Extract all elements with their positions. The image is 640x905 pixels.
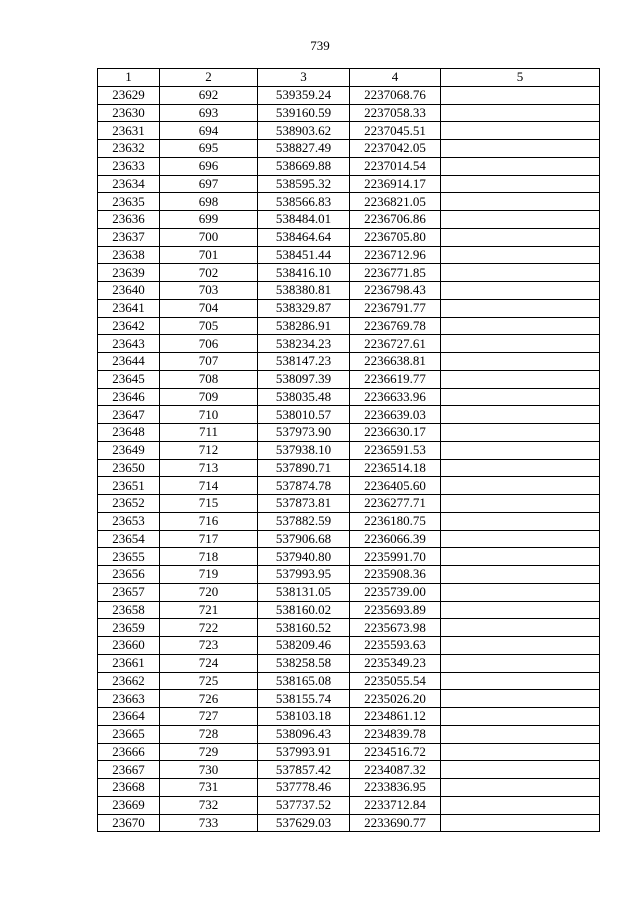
table-row — [98, 654, 600, 672]
table-cell-col-2: 711 — [160, 424, 258, 442]
table-cell-col-5 — [441, 530, 600, 548]
table-cell-col-3: 538669.88 — [258, 157, 350, 175]
table-cell-col-2: 730 — [160, 761, 258, 779]
table-row — [98, 548, 600, 566]
table-cell-col-1: 23634 — [98, 175, 160, 193]
table-cell-col-3: 537906.68 — [258, 530, 350, 548]
table-cell-col-1: 23661 — [98, 654, 160, 672]
table-cell-col-4: 2236277.71 — [350, 495, 441, 513]
table-cell-col-2: 697 — [160, 175, 258, 193]
table-cell-col-5 — [441, 122, 600, 140]
table-cell-col-1: 23641 — [98, 299, 160, 317]
table-cell-col-1: 23663 — [98, 690, 160, 708]
table-row — [98, 282, 600, 300]
table-cell-col-2: 701 — [160, 246, 258, 264]
table-cell-col-3: 538131.05 — [258, 583, 350, 601]
table-cell-col-1: 23635 — [98, 193, 160, 211]
table-row — [98, 424, 600, 442]
table-cell-col-5 — [441, 601, 600, 619]
table-cell-col-1: 23650 — [98, 459, 160, 477]
table-cell-col-4: 2236727.61 — [350, 335, 441, 353]
table-cell-col-2: 731 — [160, 779, 258, 797]
table-cell-col-3: 537778.46 — [258, 779, 350, 797]
table-cell-col-4: 2236619.77 — [350, 370, 441, 388]
table-cell-col-2: 724 — [160, 654, 258, 672]
table-cell-col-5 — [441, 637, 600, 655]
table-cell-col-2: 702 — [160, 264, 258, 282]
table-cell-col-4: 2237042.05 — [350, 140, 441, 158]
table-cell-col-1: 23654 — [98, 530, 160, 548]
table-cell-col-2: 733 — [160, 814, 258, 832]
table-cell-col-5 — [441, 317, 600, 335]
table-cell-col-4: 2236771.85 — [350, 264, 441, 282]
table-cell-col-1: 23633 — [98, 157, 160, 175]
table-cell-col-3: 538165.08 — [258, 672, 350, 690]
column-header-2: 2 — [160, 69, 258, 87]
table-cell-col-3: 538451.44 — [258, 246, 350, 264]
table-cell-col-2: 700 — [160, 228, 258, 246]
table-cell-col-5 — [441, 725, 600, 743]
table-cell-col-4: 2234087.32 — [350, 761, 441, 779]
table-cell-col-4: 2236705.80 — [350, 228, 441, 246]
table-cell-col-1: 23669 — [98, 796, 160, 814]
table-cell-col-3: 537882.59 — [258, 512, 350, 530]
table-cell-col-5 — [441, 246, 600, 264]
table-cell-col-4: 2237068.76 — [350, 86, 441, 104]
table-row — [98, 619, 600, 637]
table-cell-col-3: 538103.18 — [258, 708, 350, 726]
table-cell-col-3: 538903.62 — [258, 122, 350, 140]
table-row — [98, 246, 600, 264]
table-cell-col-5 — [441, 228, 600, 246]
table-cell-col-2: 704 — [160, 299, 258, 317]
table-cell-col-2: 715 — [160, 495, 258, 513]
table-cell-col-3: 539359.24 — [258, 86, 350, 104]
table-cell-col-3: 538010.57 — [258, 406, 350, 424]
table-cell-col-3: 538566.83 — [258, 193, 350, 211]
table-cell-col-2: 712 — [160, 441, 258, 459]
table-cell-col-4: 2235673.98 — [350, 619, 441, 637]
table-row — [98, 122, 600, 140]
table-row — [98, 140, 600, 158]
table-cell-col-4: 2236821.05 — [350, 193, 441, 211]
table-cell-col-5 — [441, 424, 600, 442]
table-cell-col-2: 693 — [160, 104, 258, 122]
table-row — [98, 743, 600, 761]
table-cell-col-5 — [441, 690, 600, 708]
table-row — [98, 264, 600, 282]
table-cell-col-3: 538209.46 — [258, 637, 350, 655]
table-cell-col-3: 537890.71 — [258, 459, 350, 477]
table-cell-col-4: 2234516.72 — [350, 743, 441, 761]
table-cell-col-4: 2233836.95 — [350, 779, 441, 797]
column-header-5: 5 — [441, 69, 600, 87]
table-row — [98, 495, 600, 513]
table-cell-col-3: 538160.52 — [258, 619, 350, 637]
table-cell-col-3: 538160.02 — [258, 601, 350, 619]
table-cell-col-4: 2235991.70 — [350, 548, 441, 566]
table-row — [98, 672, 600, 690]
table-cell-col-2: 718 — [160, 548, 258, 566]
table-cell-col-2: 699 — [160, 211, 258, 229]
table-cell-col-3: 539160.59 — [258, 104, 350, 122]
table-cell-col-4: 2236633.96 — [350, 388, 441, 406]
table-cell-col-2: 703 — [160, 282, 258, 300]
table-cell-col-4: 2234861.12 — [350, 708, 441, 726]
table-cell-col-1: 23655 — [98, 548, 160, 566]
table-cell-col-5 — [441, 495, 600, 513]
table-row — [98, 761, 600, 779]
table-cell-col-3: 537938.10 — [258, 441, 350, 459]
table-row — [98, 317, 600, 335]
table-cell-col-1: 23632 — [98, 140, 160, 158]
table-cell-col-4: 2236066.39 — [350, 530, 441, 548]
table-row — [98, 86, 600, 104]
table-cell-col-2: 721 — [160, 601, 258, 619]
table-row — [98, 708, 600, 726]
table-cell-col-5 — [441, 299, 600, 317]
table-cell-col-4: 2236798.43 — [350, 282, 441, 300]
table-cell-col-3: 537737.52 — [258, 796, 350, 814]
table-row — [98, 370, 600, 388]
table-cell-col-1: 23658 — [98, 601, 160, 619]
table-cell-col-4: 2236591.53 — [350, 441, 441, 459]
table-cell-col-4: 2236769.78 — [350, 317, 441, 335]
table-cell-col-5 — [441, 796, 600, 814]
table-cell-col-4: 2236914.17 — [350, 175, 441, 193]
table-row — [98, 566, 600, 584]
table-cell-col-1: 23666 — [98, 743, 160, 761]
table-cell-col-4: 2236706.86 — [350, 211, 441, 229]
table-cell-col-1: 23652 — [98, 495, 160, 513]
table-cell-col-1: 23651 — [98, 477, 160, 495]
table-cell-col-5 — [441, 654, 600, 672]
table-cell-col-3: 538329.87 — [258, 299, 350, 317]
table-cell-col-5 — [441, 761, 600, 779]
table-row — [98, 583, 600, 601]
table-cell-col-5 — [441, 814, 600, 832]
table-cell-col-1: 23665 — [98, 725, 160, 743]
table-cell-col-1: 23631 — [98, 122, 160, 140]
table-row — [98, 530, 600, 548]
table-row — [98, 779, 600, 797]
table-cell-col-2: 717 — [160, 530, 258, 548]
table-row — [98, 388, 600, 406]
table-cell-col-3: 538484.01 — [258, 211, 350, 229]
table-cell-col-5 — [441, 406, 600, 424]
table-cell-col-1: 23630 — [98, 104, 160, 122]
table-cell-col-3: 537973.90 — [258, 424, 350, 442]
table-cell-col-5 — [441, 619, 600, 637]
table-cell-col-1: 23646 — [98, 388, 160, 406]
table-cell-col-5 — [441, 175, 600, 193]
table-cell-col-2: 729 — [160, 743, 258, 761]
table-cell-col-2: 725 — [160, 672, 258, 690]
table-cell-col-2: 714 — [160, 477, 258, 495]
page-number: 739 — [310, 38, 330, 53]
table-row — [98, 477, 600, 495]
table-cell-col-1: 23670 — [98, 814, 160, 832]
table-cell-col-5 — [441, 211, 600, 229]
table-cell-col-5 — [441, 441, 600, 459]
table-row — [98, 406, 600, 424]
table-cell-col-2: 707 — [160, 353, 258, 371]
table-cell-col-4: 2234839.78 — [350, 725, 441, 743]
table-cell-col-2: 710 — [160, 406, 258, 424]
table-cell-col-4: 2236638.81 — [350, 353, 441, 371]
table-row — [98, 299, 600, 317]
table-row — [98, 459, 600, 477]
table-row — [98, 725, 600, 743]
table-cell-col-2: 719 — [160, 566, 258, 584]
table-cell-col-4: 2235055.54 — [350, 672, 441, 690]
table-cell-col-1: 23642 — [98, 317, 160, 335]
table-cell-col-1: 23636 — [98, 211, 160, 229]
table-cell-col-3: 537993.91 — [258, 743, 350, 761]
coordinates-table — [97, 68, 600, 832]
table-cell-col-5 — [441, 86, 600, 104]
table-cell-col-4: 2236514.18 — [350, 459, 441, 477]
table-cell-col-1: 23638 — [98, 246, 160, 264]
table-cell-col-2: 706 — [160, 335, 258, 353]
table-cell-col-4: 2237045.51 — [350, 122, 441, 140]
table-cell-col-5 — [441, 104, 600, 122]
table-cell-col-4: 2236791.77 — [350, 299, 441, 317]
table-cell-col-5 — [441, 282, 600, 300]
table-cell-col-1: 23639 — [98, 264, 160, 282]
table-cell-col-2: 716 — [160, 512, 258, 530]
table-cell-col-5 — [441, 335, 600, 353]
table-cell-col-1: 23662 — [98, 672, 160, 690]
table-row — [98, 690, 600, 708]
table-cell-col-2: 732 — [160, 796, 258, 814]
table-cell-col-2: 708 — [160, 370, 258, 388]
table-cell-col-4: 2236639.03 — [350, 406, 441, 424]
table-cell-col-1: 23653 — [98, 512, 160, 530]
table-cell-col-4: 2236630.17 — [350, 424, 441, 442]
table-cell-col-4: 2233712.84 — [350, 796, 441, 814]
table-cell-col-2: 692 — [160, 86, 258, 104]
table-cell-col-5 — [441, 548, 600, 566]
table-row — [98, 814, 600, 832]
table-cell-col-5 — [441, 743, 600, 761]
table-cell-col-5 — [441, 370, 600, 388]
table-row — [98, 157, 600, 175]
table-cell-col-1: 23629 — [98, 86, 160, 104]
table-body — [98, 86, 600, 832]
table-cell-col-2: 720 — [160, 583, 258, 601]
table-cell-col-5 — [441, 708, 600, 726]
table-cell-col-1: 23660 — [98, 637, 160, 655]
table-cell-col-4: 2236180.75 — [350, 512, 441, 530]
table-cell-col-1: 23659 — [98, 619, 160, 637]
table-cell-col-3: 538096.43 — [258, 725, 350, 743]
table-cell-col-3: 538097.39 — [258, 370, 350, 388]
table-cell-col-1: 23643 — [98, 335, 160, 353]
table-cell-col-5 — [441, 779, 600, 797]
table-cell-col-1: 23648 — [98, 424, 160, 442]
table-cell-col-3: 537873.81 — [258, 495, 350, 513]
table-cell-col-1: 23645 — [98, 370, 160, 388]
table-cell-col-3: 537629.03 — [258, 814, 350, 832]
table-cell-col-3: 537940.80 — [258, 548, 350, 566]
table-cell-col-1: 23656 — [98, 566, 160, 584]
table-row — [98, 353, 600, 371]
table-cell-col-4: 2236405.60 — [350, 477, 441, 495]
table-cell-col-1: 23644 — [98, 353, 160, 371]
column-header-1: 1 — [98, 69, 160, 87]
table-cell-col-2: 728 — [160, 725, 258, 743]
table-cell-col-4: 2235349.23 — [350, 654, 441, 672]
table-cell-col-1: 23667 — [98, 761, 160, 779]
table-cell-col-3: 538147.23 — [258, 353, 350, 371]
table-row — [98, 193, 600, 211]
table-cell-col-5 — [441, 672, 600, 690]
table-cell-col-1: 23657 — [98, 583, 160, 601]
table-cell-col-3: 538155.74 — [258, 690, 350, 708]
table-cell-col-2: 713 — [160, 459, 258, 477]
table-cell-col-4: 2236712.96 — [350, 246, 441, 264]
table-row — [98, 601, 600, 619]
table-cell-col-5 — [441, 264, 600, 282]
table-cell-col-1: 23649 — [98, 441, 160, 459]
table-cell-col-2: 695 — [160, 140, 258, 158]
table-cell-col-4: 2233690.77 — [350, 814, 441, 832]
table-cell-col-2: 727 — [160, 708, 258, 726]
table-cell-col-1: 23640 — [98, 282, 160, 300]
table-cell-col-5 — [441, 157, 600, 175]
table-cell-col-5 — [441, 353, 600, 371]
table-cell-col-3: 538234.23 — [258, 335, 350, 353]
table-cell-col-2: 698 — [160, 193, 258, 211]
table-row — [98, 796, 600, 814]
column-header-4: 4 — [350, 69, 441, 87]
table-cell-col-3: 538035.48 — [258, 388, 350, 406]
table-cell-col-2: 705 — [160, 317, 258, 335]
table-cell-col-3: 537857.42 — [258, 761, 350, 779]
table-cell-col-3: 538464.64 — [258, 228, 350, 246]
table-row — [98, 335, 600, 353]
table-cell-col-2: 722 — [160, 619, 258, 637]
table-cell-col-3: 538827.49 — [258, 140, 350, 158]
table-row — [98, 211, 600, 229]
table-cell-col-2: 726 — [160, 690, 258, 708]
table-row — [98, 175, 600, 193]
table-cell-col-5 — [441, 459, 600, 477]
table-row — [98, 441, 600, 459]
table-row — [98, 228, 600, 246]
table-cell-col-2: 696 — [160, 157, 258, 175]
table-cell-col-1: 23637 — [98, 228, 160, 246]
table-cell-col-4: 2235739.00 — [350, 583, 441, 601]
table-cell-col-3: 537993.95 — [258, 566, 350, 584]
table-cell-col-5 — [441, 477, 600, 495]
table-cell-col-2: 709 — [160, 388, 258, 406]
table-cell-col-5 — [441, 388, 600, 406]
table-cell-col-3: 538416.10 — [258, 264, 350, 282]
table-cell-col-3: 538380.81 — [258, 282, 350, 300]
table-cell-col-5 — [441, 193, 600, 211]
table-cell-col-5 — [441, 583, 600, 601]
table-cell-col-2: 694 — [160, 122, 258, 140]
header-row — [98, 69, 600, 87]
table-row — [98, 104, 600, 122]
table-cell-col-4: 2235693.89 — [350, 601, 441, 619]
table-cell-col-3: 538595.32 — [258, 175, 350, 193]
table-cell-col-1: 23668 — [98, 779, 160, 797]
column-header-3: 3 — [258, 69, 350, 87]
table-cell-col-3: 537874.78 — [258, 477, 350, 495]
table-row — [98, 512, 600, 530]
table-cell-col-5 — [441, 566, 600, 584]
table-cell-col-1: 23647 — [98, 406, 160, 424]
table-cell-col-2: 723 — [160, 637, 258, 655]
table-cell-col-3: 538286.91 — [258, 317, 350, 335]
table-cell-col-3: 538258.58 — [258, 654, 350, 672]
table-cell-col-4: 2237014.54 — [350, 157, 441, 175]
table-cell-col-5 — [441, 512, 600, 530]
table-cell-col-4: 2235593.63 — [350, 637, 441, 655]
table-cell-col-1: 23664 — [98, 708, 160, 726]
table-cell-col-4: 2235026.20 — [350, 690, 441, 708]
table-cell-col-4: 2235908.36 — [350, 566, 441, 584]
table-cell-col-5 — [441, 140, 600, 158]
table-row — [98, 637, 600, 655]
table-cell-col-4: 2237058.33 — [350, 104, 441, 122]
